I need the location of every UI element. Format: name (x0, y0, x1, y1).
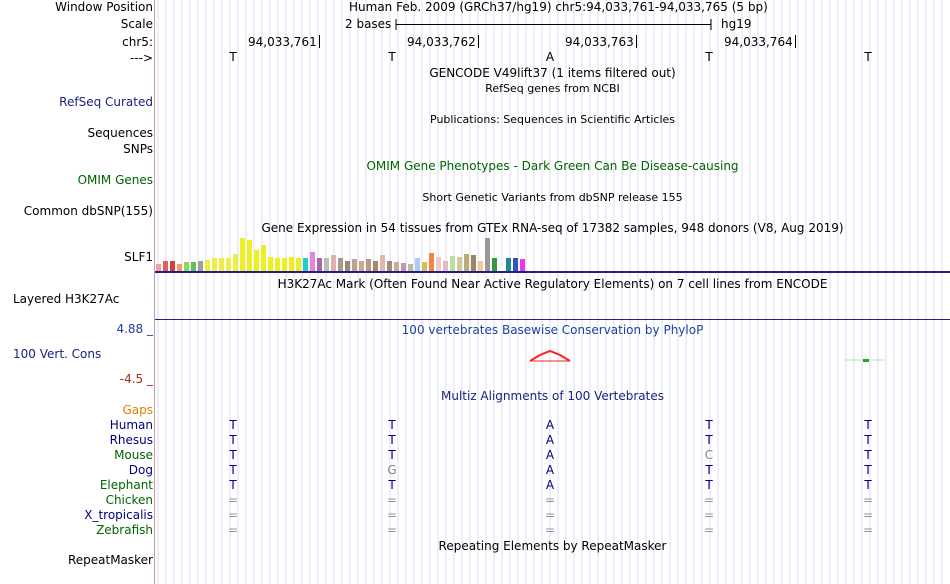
aligned-base: = (703, 508, 715, 522)
species-label[interactable]: Chicken (105, 493, 153, 507)
repeatmasker-track-title[interactable]: Repeating Elements by RepeatMasker (438, 539, 667, 553)
phylop-min-value: -4.5 _ (119, 372, 153, 386)
aligned-base: T (705, 433, 713, 447)
species-label[interactable]: X_tropicalis (84, 508, 153, 522)
gtex-gene-label[interactable]: SLF1 (124, 250, 153, 264)
aligned-base: = (386, 508, 398, 522)
aligned-base: T (229, 463, 237, 477)
chrom-label: chr5: (122, 35, 153, 49)
h3k27ac-track-title[interactable]: H3K27Ac Mark (Often Found Near Active Regulatory Elements) on 7 cell lines from ENCODE (277, 277, 828, 291)
aligned-base: T (705, 478, 713, 492)
aligned-base: = (227, 493, 239, 507)
aligned-base: = (703, 523, 715, 537)
position-marker: 94,033,763 (565, 35, 637, 50)
gtex-tissue-bar[interactable] (464, 254, 469, 272)
refseq-curated-label[interactable]: RefSeq Curated (59, 95, 153, 109)
gtex-tissue-bar[interactable] (212, 258, 217, 272)
reference-base: T (705, 50, 713, 64)
position-marker: 94,033,764 (724, 35, 796, 50)
gtex-tissue-bar[interactable] (450, 256, 455, 272)
gtex-tissue-bar[interactable] (275, 258, 280, 272)
aligned-base: T (705, 418, 713, 432)
species-label[interactable]: Zebrafish (96, 523, 153, 537)
window-position-label: Window Position (55, 0, 153, 14)
gtex-tissue-bar[interactable] (219, 258, 224, 272)
species-label[interactable]: Human (109, 418, 153, 432)
aligned-base: A (545, 418, 555, 432)
gtex-tissue-bar[interactable] (289, 257, 294, 272)
phylop-conservation-peak (528, 349, 572, 363)
species-label[interactable]: Rhesus (109, 433, 153, 447)
aligned-base: = (703, 493, 715, 507)
gtex-tissue-bar[interactable] (226, 258, 231, 272)
gtex-tissue-bar[interactable] (331, 255, 336, 272)
gtex-tissue-bar[interactable] (324, 258, 329, 272)
gtex-tissue-bar[interactable] (268, 257, 273, 272)
layered-h3k27ac-label[interactable]: Layered H3K27Ac (13, 292, 120, 306)
species-label[interactable]: Mouse (114, 448, 153, 462)
gtex-tissue-bar[interactable] (261, 245, 266, 272)
aligned-base: = (227, 508, 239, 522)
aligned-base: T (864, 478, 872, 492)
gtex-baseline (155, 271, 950, 273)
aligned-base: G (387, 463, 397, 477)
aligned-base: T (864, 433, 872, 447)
assembly-label: hg19 (721, 17, 752, 31)
omim-genes-label[interactable]: OMIM Genes (77, 173, 153, 187)
gtex-expression-bars[interactable] (155, 236, 555, 272)
aligned-base: T (864, 448, 872, 462)
dbsnp-track-title[interactable]: Short Genetic Variants from dbSNP release 155 (422, 191, 683, 204)
multiz-track-title[interactable]: Multiz Alignments of 100 Vertebrates (440, 389, 665, 403)
gtex-tissue-bar[interactable] (247, 240, 252, 272)
aligned-base: = (862, 523, 874, 537)
gtex-tissue-bar[interactable] (338, 258, 343, 272)
common-dbsnp-label[interactable]: Common dbSNP(155) (23, 204, 153, 218)
gtex-tissue-bar[interactable] (240, 238, 245, 272)
aligned-base: T (864, 463, 872, 477)
gtex-tissue-bar[interactable] (317, 258, 322, 272)
repeatmasker-label[interactable]: RepeatMasker (67, 553, 153, 567)
gtex-track-title[interactable]: Gene Expression in 54 tissues from GTEx RNA-seq of 17382 samples, 948 donors (V8, Aug 2019) (261, 221, 844, 235)
reference-base: T (229, 50, 237, 64)
gtex-tissue-bar[interactable] (254, 250, 259, 272)
aligned-base: T (388, 448, 396, 462)
aligned-base: T (864, 418, 872, 432)
strand-label: ---> (129, 51, 153, 65)
h3k27ac-line (155, 319, 950, 320)
position-marker: 94,033,761 (248, 35, 320, 50)
aligned-base: = (544, 493, 556, 507)
gtex-tissue-bar[interactable] (485, 238, 490, 272)
omim-track-title[interactable]: OMIM Gene Phenotypes - Dark Green Can Be Disease-causing (366, 159, 739, 173)
aligned-base: = (227, 523, 239, 537)
species-label[interactable]: Elephant (99, 478, 153, 492)
aligned-base: = (544, 508, 556, 522)
position-marker: 94,033,762 (407, 35, 479, 50)
reference-base: T (388, 50, 396, 64)
aligned-base: = (862, 493, 874, 507)
gtex-tissue-bar[interactable] (436, 257, 441, 272)
aligned-base: T (229, 478, 237, 492)
aligned-base: T (705, 463, 713, 477)
aligned-base: = (386, 523, 398, 537)
aligned-base: A (545, 478, 555, 492)
gtex-tissue-bar[interactable] (429, 253, 434, 272)
aligned-base: A (545, 448, 555, 462)
aligned-base: A (545, 433, 555, 447)
gtex-tissue-bar[interactable] (282, 258, 287, 272)
aligned-base: = (544, 523, 556, 537)
gtex-tissue-bar[interactable] (310, 252, 315, 272)
aligned-base: T (229, 418, 237, 432)
scale-value: 2 bases (345, 17, 392, 31)
species-label[interactable]: Dog (128, 463, 153, 477)
gtex-tissue-bar[interactable] (457, 257, 462, 272)
gtex-tissue-bar[interactable] (303, 258, 308, 272)
aligned-base: T (388, 433, 396, 447)
gtex-tissue-bar[interactable] (233, 254, 238, 272)
aligned-base: T (229, 433, 237, 447)
sequences-label[interactable]: Sequences (87, 126, 153, 140)
aligned-base: C (704, 448, 714, 462)
aligned-base: T (229, 448, 237, 462)
gtex-tissue-bar[interactable] (415, 258, 420, 272)
gtex-tissue-bar[interactable] (506, 258, 511, 272)
gtex-tissue-bar[interactable] (380, 255, 385, 272)
gtex-tissue-bar[interactable] (471, 255, 476, 272)
refseq-track-subtitle[interactable]: RefSeq genes from NCBI (485, 82, 620, 95)
aligned-base: = (386, 493, 398, 507)
scale-label: Scale (120, 17, 153, 31)
snps-label[interactable]: SNPs (123, 142, 153, 156)
aligned-base: T (388, 478, 396, 492)
aligned-base: T (388, 418, 396, 432)
aligned-base: = (862, 508, 874, 522)
phylop-track-title[interactable]: 100 vertebrates Basewise Conservation by PhyloP (401, 323, 704, 337)
window-position-value: Human Feb. 2009 (GRCh37/hg19) chr5:94,033,761-94,033,765 (5 bp) (349, 0, 768, 14)
phylop-max-value: 4.88 _ (116, 322, 153, 336)
gtex-tissue-bar[interactable] (296, 258, 301, 272)
gaps-label: Gaps (122, 403, 153, 417)
vert-cons-label[interactable]: 100 Vert. Cons (13, 347, 102, 361)
scale-bar (395, 17, 715, 36)
gencode-track-title[interactable]: GENCODE V49lift37 (1 items filtered out) (429, 66, 676, 80)
gtex-tissue-bar[interactable] (492, 258, 497, 272)
aligned-base: A (545, 463, 555, 477)
phylop-low-score (845, 357, 885, 363)
publications-track-title[interactable]: Publications: Sequences in Scientific Articles (430, 113, 675, 126)
reference-base: T (864, 50, 872, 64)
reference-base: A (545, 50, 555, 64)
gtex-tissue-bar[interactable] (513, 258, 518, 272)
